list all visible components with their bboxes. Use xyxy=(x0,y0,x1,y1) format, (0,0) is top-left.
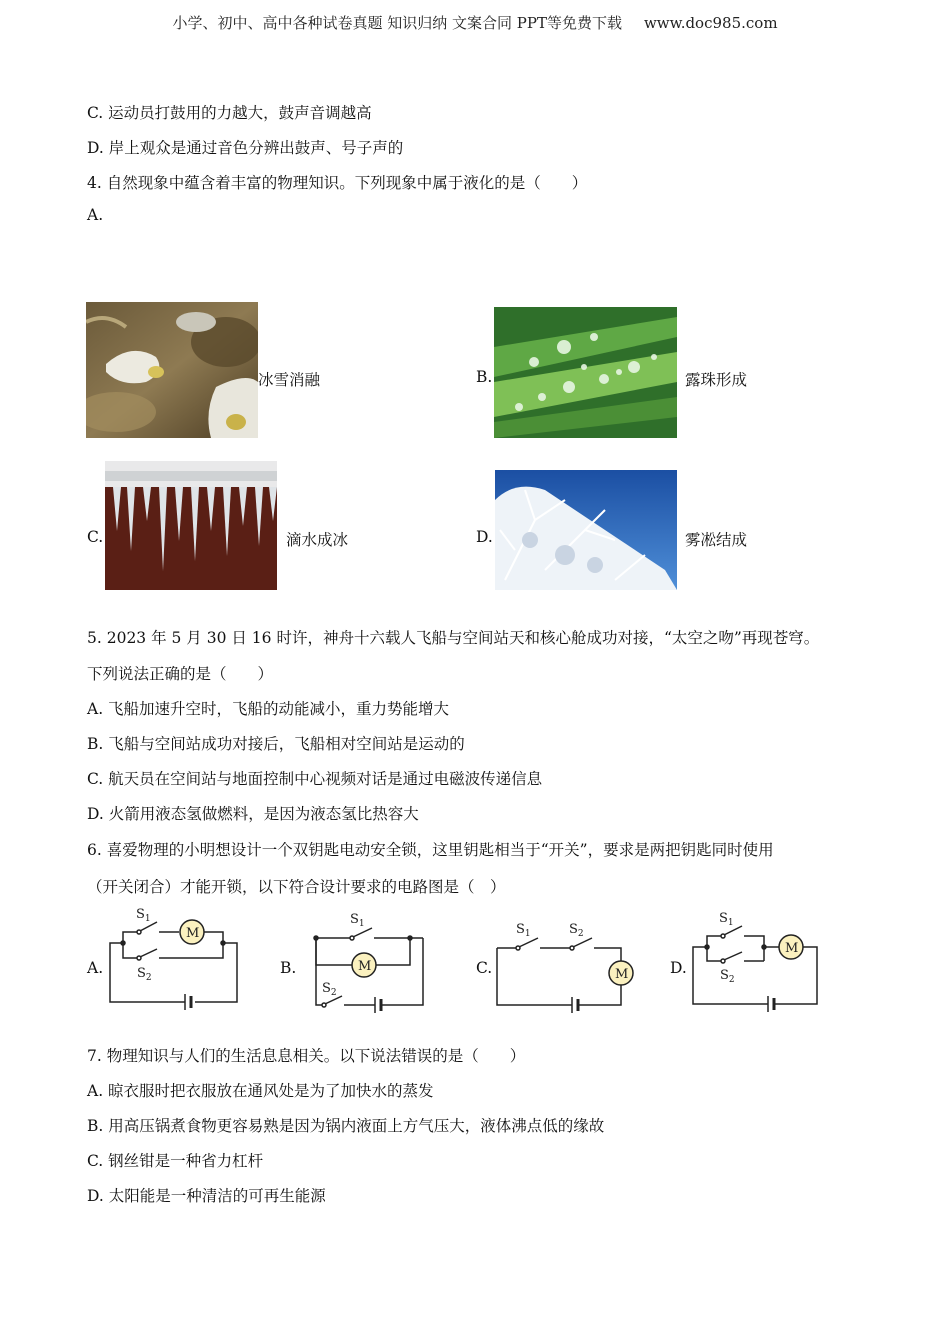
switch-s2-label-b: $S_2$ xyxy=(322,981,337,998)
q7-option-d: D. 太阳能是一种清洁的可再生能源 xyxy=(87,1187,326,1205)
switch-s1-label-a: $S_1$ xyxy=(136,907,151,924)
q6-option-d-letter: D. xyxy=(670,959,687,977)
q4-option-a-caption: 冰雪消融 xyxy=(258,371,321,389)
switch-s2-label-a: $S_2$ xyxy=(137,966,152,983)
switch-s1-label-c: $S_1$ xyxy=(516,922,531,939)
q4-option-a-letter: A. xyxy=(87,206,104,224)
q6-option-c-letter: C. xyxy=(476,959,493,977)
q7-option-c: C. 钢丝钳是一种省力杠杆 xyxy=(87,1152,264,1170)
q3-option-c: C. 运动员打鼓用的力越大，鼓声音调越高 xyxy=(87,104,372,122)
switch-s1-label-b: $S_1$ xyxy=(350,912,365,929)
q4-option-c-caption: 滴水成冰 xyxy=(286,531,349,549)
motor-label-a: M xyxy=(186,926,200,941)
q5-option-b: B. 飞船与空间站成功对接后，飞船相对空间站是运动的 xyxy=(87,735,465,753)
switch-s1-label-d: $S_1$ xyxy=(719,911,734,928)
q6-option-b-letter: B. xyxy=(280,959,297,977)
motor-label-b: M xyxy=(358,959,372,974)
q4-stem: 4. 自然现象中蕴含着丰富的物理知识。下列现象中属于液化的是（ ） xyxy=(87,174,588,192)
page-header xyxy=(0,12,950,33)
rime-frost-image xyxy=(495,470,677,590)
ice-melting-image xyxy=(86,302,258,438)
q6-option-a-letter: A. xyxy=(87,959,104,977)
q6-stem-line1: 6. 喜爱物理的小明想设计一个双钥匙电动安全锁，这里钥匙相当于“开关”，要求是两把钥匙同时使用 xyxy=(87,841,774,859)
circuit-diagram-b xyxy=(300,910,430,1019)
q4-option-d-letter: D. xyxy=(476,528,493,546)
q5-option-d: D. 火箭用液态氢做燃料，是因为液态氢比热容大 xyxy=(87,805,419,823)
q5-stem-line1: 5. 2023 年 5 月 30 日 16 时许，神舟十六载人飞船与空间站天和核心舱成功对接，“太空之吻”再现苍穹。 xyxy=(87,629,820,647)
q3-option-d: D. 岸上观众是通过音色分辨出鼓声、号子声的 xyxy=(87,139,404,157)
header-site[interactable]: www.doc985.com xyxy=(643,14,778,32)
circuit-diagram-d xyxy=(690,907,825,1016)
motor-label-d: M xyxy=(785,941,799,956)
q7-option-b: B. 用高压锅煮食物更容易熟是因为锅内液面上方气压大，液体沸点低的缘故 xyxy=(87,1117,605,1135)
icicles-image xyxy=(105,461,277,590)
circuit-diagram-c xyxy=(492,915,642,1024)
q4-option-d-caption: 雾凇结成 xyxy=(685,531,748,549)
circuit-diagram-a xyxy=(105,905,245,1014)
switch-s2-label-d: $S_2$ xyxy=(720,968,735,985)
q5-option-c: C. 航天员在空间站与地面控制中心视频对话是通过电磁波传递信息 xyxy=(87,770,543,788)
switch-s2-label-c: $S_2$ xyxy=(569,922,584,939)
q7-option-a: A. 晾衣服时把衣服放在通风处是为了加快水的蒸发 xyxy=(87,1082,434,1100)
header-text: 小学、初中、高中各种试卷真题 知识归纳 文案合同 PPT等免费下载 xyxy=(172,14,622,32)
q4-option-b-letter: B. xyxy=(476,368,493,386)
q4-option-c-letter: C. xyxy=(87,528,104,546)
q4-option-b-caption: 露珠形成 xyxy=(685,371,748,389)
q5-option-a: A. 飞船加速升空时，飞船的动能减小，重力势能增大 xyxy=(87,700,450,718)
q6-stem-line2: （开关闭合）才能开锁，以下符合设计要求的电路图是（ ） xyxy=(87,878,506,896)
dew-drops-image xyxy=(494,307,677,438)
motor-label-c: M xyxy=(615,967,629,982)
q5-stem-line2: 下列说法正确的是（ ） xyxy=(87,665,274,683)
q7-stem: 7. 物理知识与人们的生活息息相关。以下说法错误的是（ ） xyxy=(87,1047,526,1065)
